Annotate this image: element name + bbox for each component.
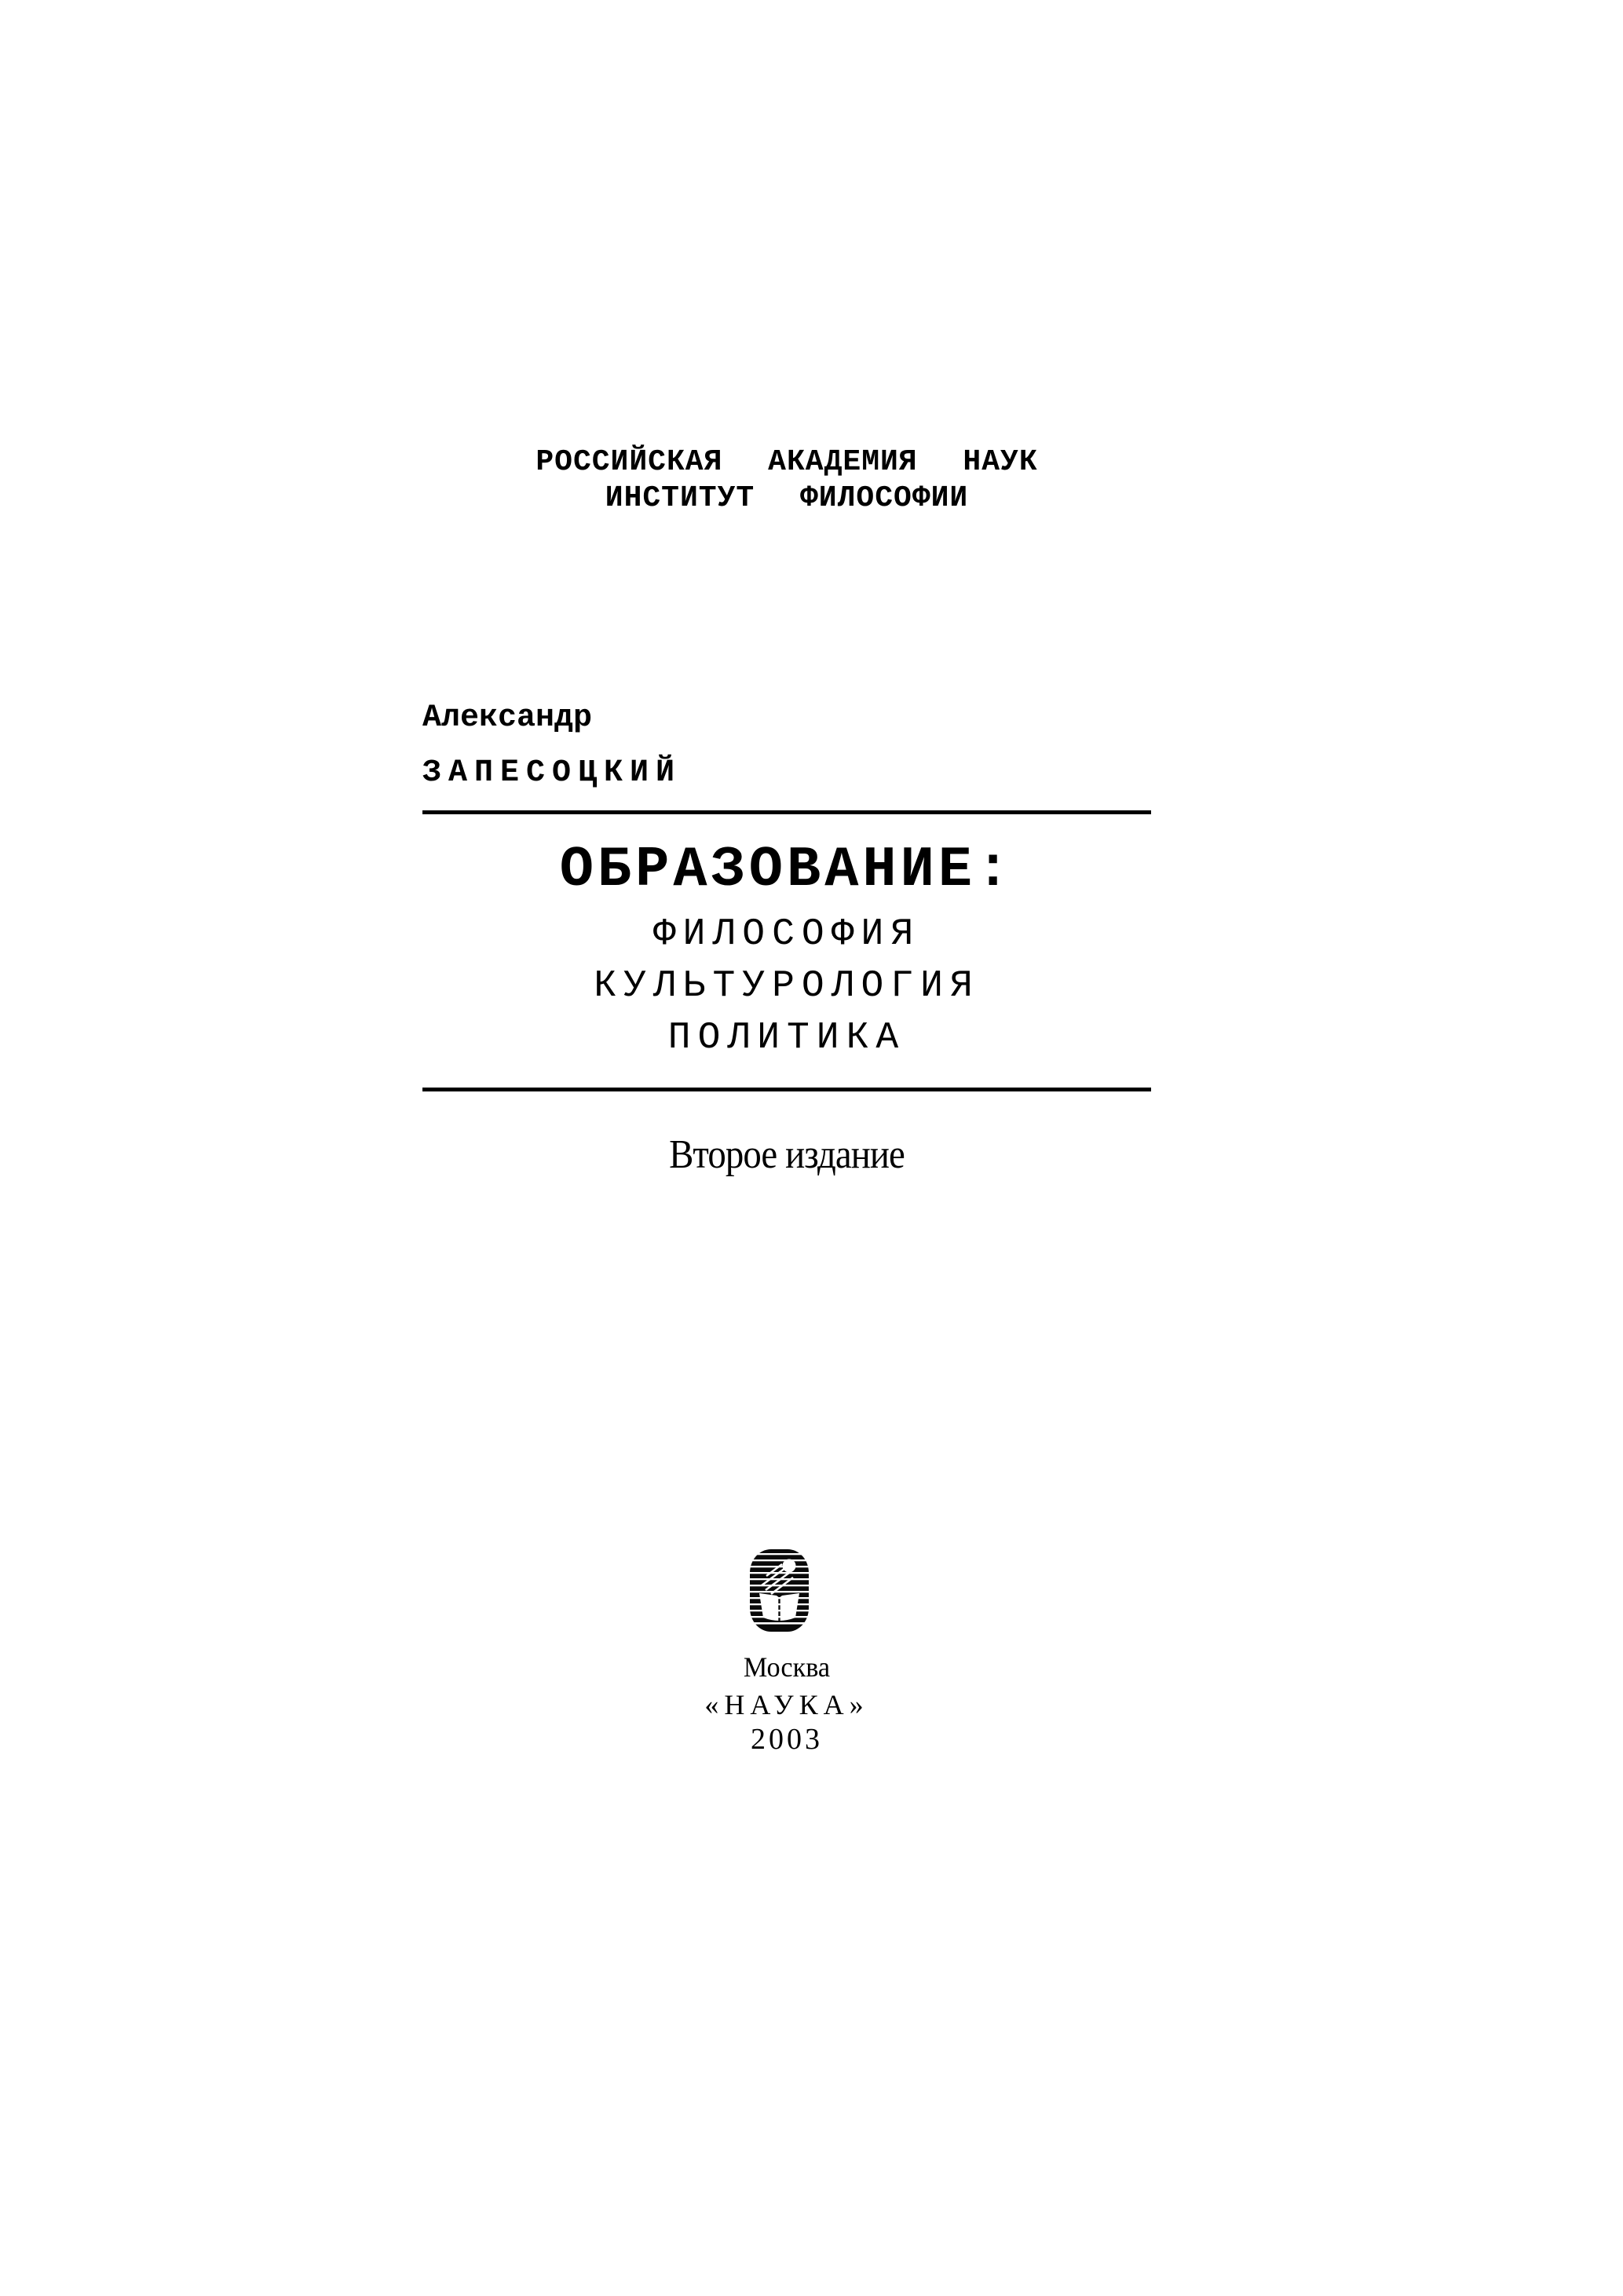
- nauka-publisher-logo: [742, 1549, 817, 1632]
- divider-bottom: [422, 1088, 1151, 1091]
- header-line-1: РОССИЙСКАЯ АКАДЕМИЯ НАУК: [536, 445, 1038, 479]
- edition-note: Второе издание: [669, 1132, 905, 1177]
- author-last-name: ЗАПЕСОЦКИЙ: [422, 755, 682, 791]
- header-line-2: ИНСТИТУТ ФИЛОСОФИИ: [605, 481, 969, 515]
- subtitle-line-culturology: КУЛЬТУРОЛОГИЯ: [594, 965, 980, 1007]
- publisher-logo-container: [422, 1549, 1151, 1632]
- publisher-header: [422, 444, 1151, 517]
- divider-top: [422, 810, 1151, 814]
- subtitle-line-philosophy: ФИЛОСОФИЯ: [652, 913, 921, 956]
- book-title: ОБРАЗОВАНИЕ:: [559, 838, 1014, 902]
- imprint-publisher: «НАУКА»: [704, 1689, 869, 1720]
- imprint-city: Москва: [743, 1651, 831, 1683]
- author-first-name: Александр: [422, 700, 593, 736]
- imprint-year: 2003: [751, 1723, 823, 1756]
- content-column: [422, 0, 1151, 2296]
- subtitle-line-politics: ПОЛИТИКА: [667, 1017, 906, 1059]
